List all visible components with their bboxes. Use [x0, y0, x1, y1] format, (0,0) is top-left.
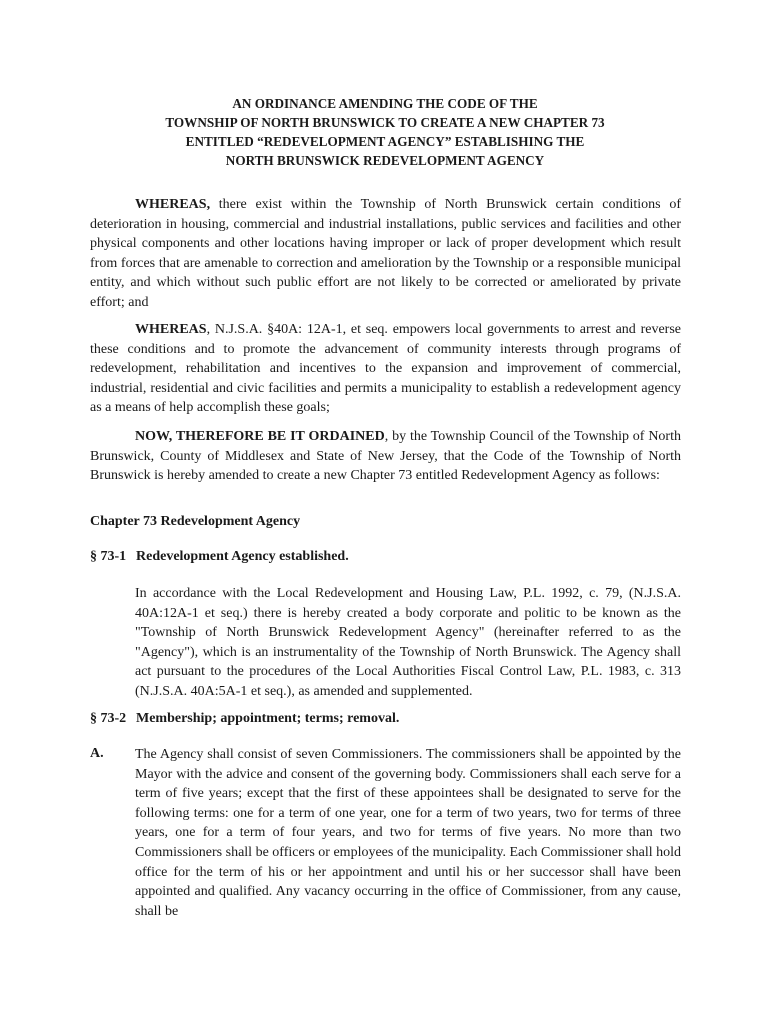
section-73-1-heading [90, 549, 349, 565]
ordinance-title [90, 94, 680, 170]
whereas-paragraph-2 [90, 320, 681, 418]
title-line: NORTH BRUNSWICK REDEVELOPMENT AGENCY [225, 153, 545, 168]
ordained-lead: NOW, THEREFORE BE IT ORDAINED [135, 429, 385, 444]
section-number: § 73-2 [90, 711, 127, 726]
section-73-2-heading [90, 711, 399, 727]
title-line: ENTITLED “REDEVELOPMENT AGENCY” ESTABLISHING THE [185, 134, 585, 149]
section-title: Membership; appointment; terms; removal. [136, 711, 400, 726]
section-number: § 73-1 [90, 549, 127, 564]
whereas-text: there exist within the Township of North Brunswick certain conditions of deterioration in housing, commercial and industrial installations, public services and facilities and other physical components and other locations having improper or lack of proper development which result from forces that are amenable to correction and amelioration by the Township or a responsible municipal entity, and which without such public effort are not likely to be corrected or ameliorated by private effort; and [90, 197, 681, 310]
whereas-text: , N.J.S.A. §40A: 12A-1, et seq. empowers local governments to arrest and reverse these conditions and to promote the advancement of community interests through programs of redevelopment, rehabilitation and incentives to the expansion and improvement of commercial, industrial, residential and civic facilities and permits a municipality to establish a redevelopment agency as a means of help accomplish these goals; [90, 322, 681, 416]
item-a-label: A. [90, 746, 104, 761]
whereas-lead: WHEREAS [135, 322, 207, 337]
section-73-1-body: In accordance with the Local Redevelopment and Housing Law, P.L. 1992, c. 79, (N.J.S.A. 40A:12A-1 et seq.) there is hereby created a body corporate and politic to be known as the "Township of North Brunswick Redevelopment Agency" (hereinafter referred to as the "Agency"), which is an instrumentality of the Township of North Brunswick. The Agency shall act pursuant to the procedures of the Local Authorities Fiscal Control Law, P.L. 1983, c. 313 (N.J.S.A. 40A:5A-1 et seq.), as amended and supplemented. [135, 586, 681, 699]
title-line: TOWNSHIP OF NORTH BRUNSWICK TO CREATE A NEW CHAPTER 73 [165, 115, 605, 130]
chapter-heading: Chapter 73 Redevelopment Agency [90, 514, 301, 529]
whereas-paragraph-1 [90, 195, 681, 313]
item-a-text: The Agency shall consist of seven Commissioners. The commissioners shall be appointed by the Mayor with the advice and consent of the governing body. Commissioners shall each serve for a term of five years; except that the first of these appointees shall be designated to serve for the following terms: one for a term of one year, one for a term of two years, two for terms of three years, one for a term of four years, and two for terms of five years. No more than two Commissioners shall be officers or employees of the municipality. Each Commissioner shall hold office for the term of his or her appointment and until his or her successor shall have been appointed and qualified. Any vacancy occurring in the office of Commissioner, from any cause, shall be [135, 747, 681, 919]
title-line: AN ORDINANCE AMENDING THE CODE OF THE [232, 96, 538, 111]
whereas-lead: WHEREAS, [135, 197, 211, 212]
section-title: Redevelopment Agency established. [136, 549, 349, 564]
now-therefore-paragraph [90, 427, 681, 486]
ordained-text: , by the Township Council of the Township of North Brunswick, County of Middlesex and State of New Jersey, that the Code of the Township of North Brunswick is hereby amended to create a new Chapter 73 entitled Redevelopment Agency as follows: [90, 429, 681, 484]
